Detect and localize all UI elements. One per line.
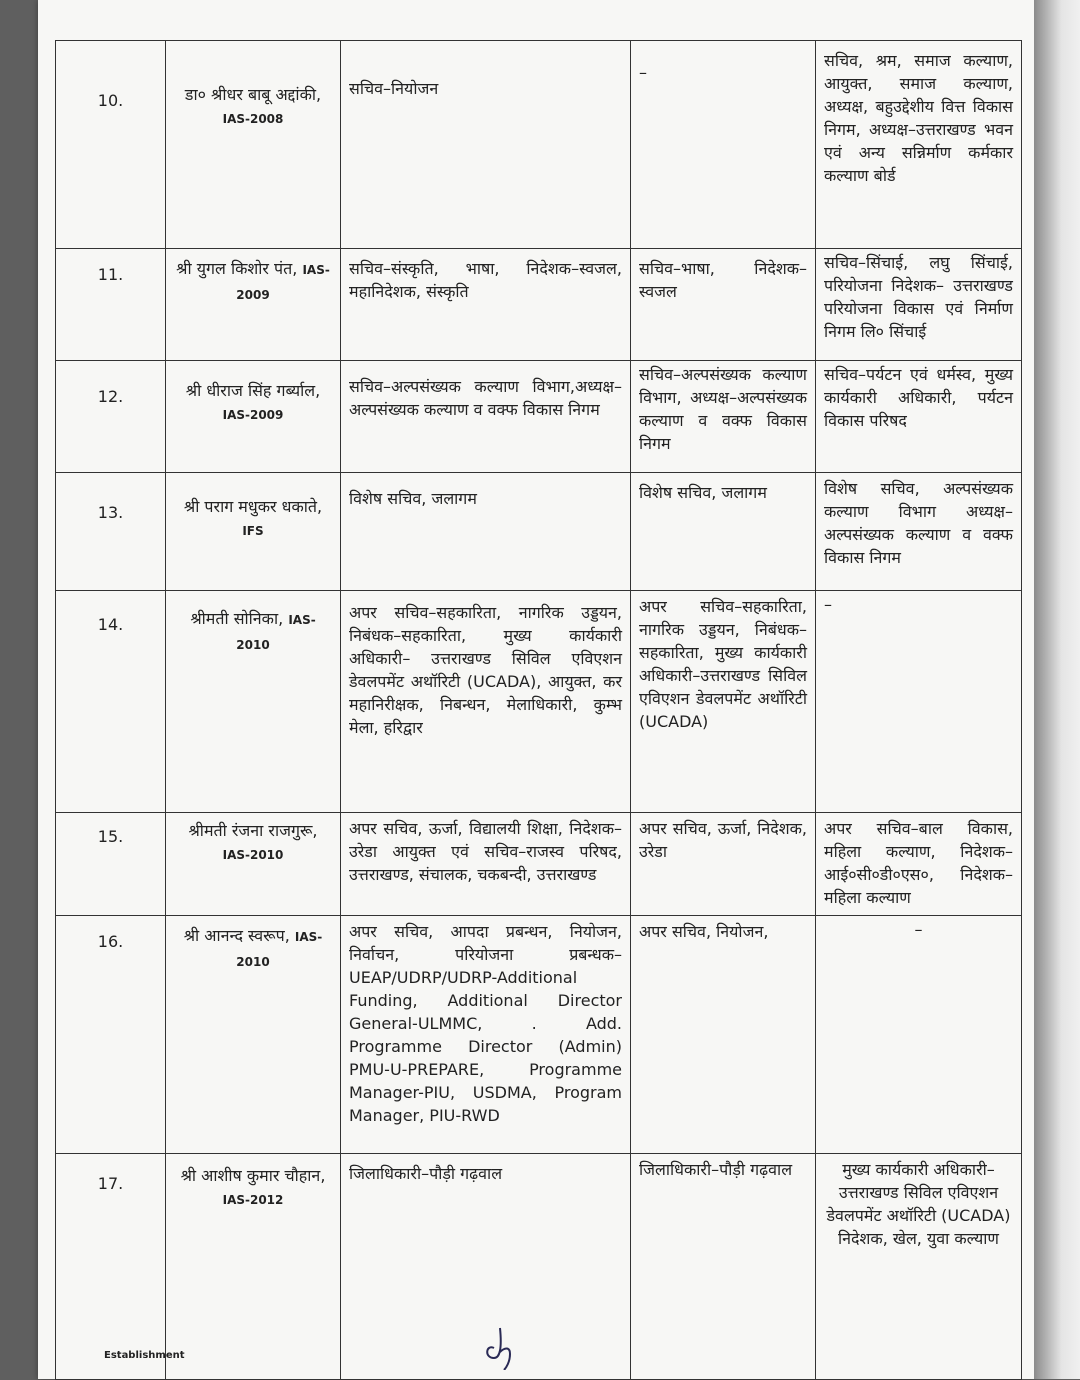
footer-label: Establishment (104, 1350, 185, 1361)
officer-name (166, 361, 341, 473)
serial-number: 13. (56, 473, 166, 591)
retained-posting: सचिव–अल्पसंख्यक कल्याण विभाग, अध्यक्ष–अल्पसंख्यक कल्याण व वक्फ विकास निगम (631, 361, 816, 473)
officer-name (166, 813, 341, 916)
officer-name (166, 473, 341, 591)
officer-service: IAS-2008 (222, 112, 284, 126)
previous-posting: सचिव–अल्पसंख्यक कल्याण विभाग,अध्यक्ष–अल्पसंख्यक कल्याण व वक्फ विकास निगम (341, 361, 631, 473)
officer-service: IAS-2012 (222, 1193, 284, 1207)
serial-number: 10. (56, 41, 166, 249)
new-posting: सचिव–पर्यटन एवं धर्मस्व, मुख्य कार्यकारी अधिकारी, पर्यटन विकास परिषद (816, 361, 1022, 473)
serial-number: 14. (56, 591, 166, 813)
retained-posting: – (631, 41, 816, 249)
posting-table (55, 40, 1022, 1380)
previous-posting: अपर सचिव, आपदा प्रबन्धन, नियोजन, निर्वाचन, परियोजना प्रबन्धक–UEAP/UDRP/UDRP-Additional Funding, Additional Director General-ULMMC, . Add. Programme Director (Admin) PMU-U-PREPARE, Programme Manager-PIU, USDMA, Program Manager, PIU-RWD (341, 916, 631, 1154)
new-posting: विशेष सचिव, अल्पसंख्यक कल्याण विभाग अध्यक्ष–अल्पसंख्यक कल्याण व वक्फ विकास निगम (816, 473, 1022, 591)
table-row (56, 1154, 1022, 1380)
table-row (56, 591, 1022, 813)
table-row (56, 249, 1022, 361)
retained-posting: विशेष सचिव, जलागम (631, 473, 816, 591)
table-row (56, 813, 1022, 916)
serial-number: 16. (56, 916, 166, 1154)
officer-name (166, 1154, 341, 1380)
officer-service: IAS-2010 (236, 930, 323, 969)
new-posting: सचिव, श्रम, समाज कल्याण, आयुक्त, समाज कल्याण, अध्यक्ष, बहुउद्देशीय वित्त विकास निगम, अध्यक्ष–उत्तराखण्ड भवन एवं अन्य सन्निर्माण कर्मकार कल्याण बोर्ड (816, 41, 1022, 249)
retained-posting: अपर सचिव, ऊर्जा, निदेशक, उरेडा (631, 813, 816, 916)
officer-name-text: श्री युगल किशोर पंत, (176, 259, 298, 278)
signature-mark (480, 1318, 520, 1370)
page-edge (1034, 0, 1080, 1379)
officer-name-text: श्री पराग मधुकर धकाते, (183, 497, 323, 516)
table-row (56, 473, 1022, 591)
previous-posting: जिलाधिकारी–पौड़ी गढ़वाल (341, 1154, 631, 1380)
officer-name-text: श्री आनन्द स्वरूप, (183, 926, 290, 945)
officer-service: IFS (242, 524, 264, 538)
previous-posting: अपर सचिव–सहकारिता, नागरिक उड्डयन, निबंधक–सहकारिता, मुख्य कार्यकारी अधिकारी– उत्तराखण्ड सिविल एविएशन डेवलपमेंट अथॉरिटी (UCADA), आयुक्त, कर महानिरीक्षक, निबन्धन, मेलाधिकारी, कुम्भ मेला, हरिद्वार (341, 591, 631, 813)
previous-posting: सचिव–संस्कृति, भाषा, निदेशक–स्वजल, महानिदेशक, संस्कृति (341, 249, 631, 361)
officer-name-text: डा० श्रीधर बाबू अद्दांकी, (184, 85, 322, 104)
serial-number: 12. (56, 361, 166, 473)
table-row (56, 916, 1022, 1154)
previous-posting: अपर सचिव, ऊर्जा, विद्यालयी शिक्षा, निदेशक–उरेडा आयुक्त एवं सचिव–राजस्व परिषद, उत्तराखण्ड, संचालक, चकबन्दी, उत्तराखण्ड (341, 813, 631, 916)
officer-name (166, 916, 341, 1154)
new-posting: अपर सचिव–बाल विकास, महिला कल्याण, निदेशक–आई०सी०डी०एस०, निदेशक–महिला कल्याण (816, 813, 1022, 916)
table-row (56, 361, 1022, 473)
new-posting: – (816, 591, 1022, 813)
officer-name (166, 41, 341, 249)
new-posting: – (816, 916, 1022, 1154)
previous-posting: विशेष सचिव, जलागम (341, 473, 631, 591)
retained-posting: सचिव–भाषा, निदेशक–स्वजल (631, 249, 816, 361)
officer-service: IAS-2010 (222, 848, 284, 862)
officer-name-text: श्री आशीष कुमार चौहान, (180, 1166, 326, 1185)
retained-posting: जिलाधिकारी–पौड़ी गढ़वाल (631, 1154, 816, 1380)
table-row (56, 41, 1022, 249)
previous-posting: सचिव–नियोजन (341, 41, 631, 249)
officer-name (166, 591, 341, 813)
officer-name-text: श्रीमती रंजना राजगुरू, (188, 821, 318, 840)
officer-name-text: श्री धीराज सिंह गर्ब्याल, (185, 381, 321, 400)
officer-name-text: श्रीमती सोनिका, (190, 609, 284, 628)
officer-service: IAS-2009 (236, 263, 330, 302)
officer-service: IAS-2009 (222, 408, 284, 422)
retained-posting: अपर सचिव, नियोजन, (631, 916, 816, 1154)
serial-number: 11. (56, 249, 166, 361)
serial-number: 17. (56, 1154, 166, 1380)
serial-number: 15. (56, 813, 166, 916)
officer-service: IAS-2010 (236, 613, 316, 652)
retained-posting: अपर सचिव–सहकारिता, नागरिक उड्डयन, निबंधक–सहकारिता, मुख्य कार्यकारी अधिकारी–उत्तराखण्ड सिविल एविएशन डेवलपमेंट अथॉरिटी (UCADA) (631, 591, 816, 813)
new-posting: मुख्य कार्यकारी अधिकारी–उत्तराखण्ड सिविल एविएशन डेवलपमेंट अथॉरिटी (UCADA) निदेशक, खेल, युवा कल्याण (816, 1154, 1022, 1380)
new-posting: सचिव–सिंचाई, लघु सिंचाई, परियोजना निदेशक– उत्तराखण्ड परियोजना विकास एवं निर्माण निगम लि० सिंचाई (816, 249, 1022, 361)
officer-name (166, 249, 341, 361)
